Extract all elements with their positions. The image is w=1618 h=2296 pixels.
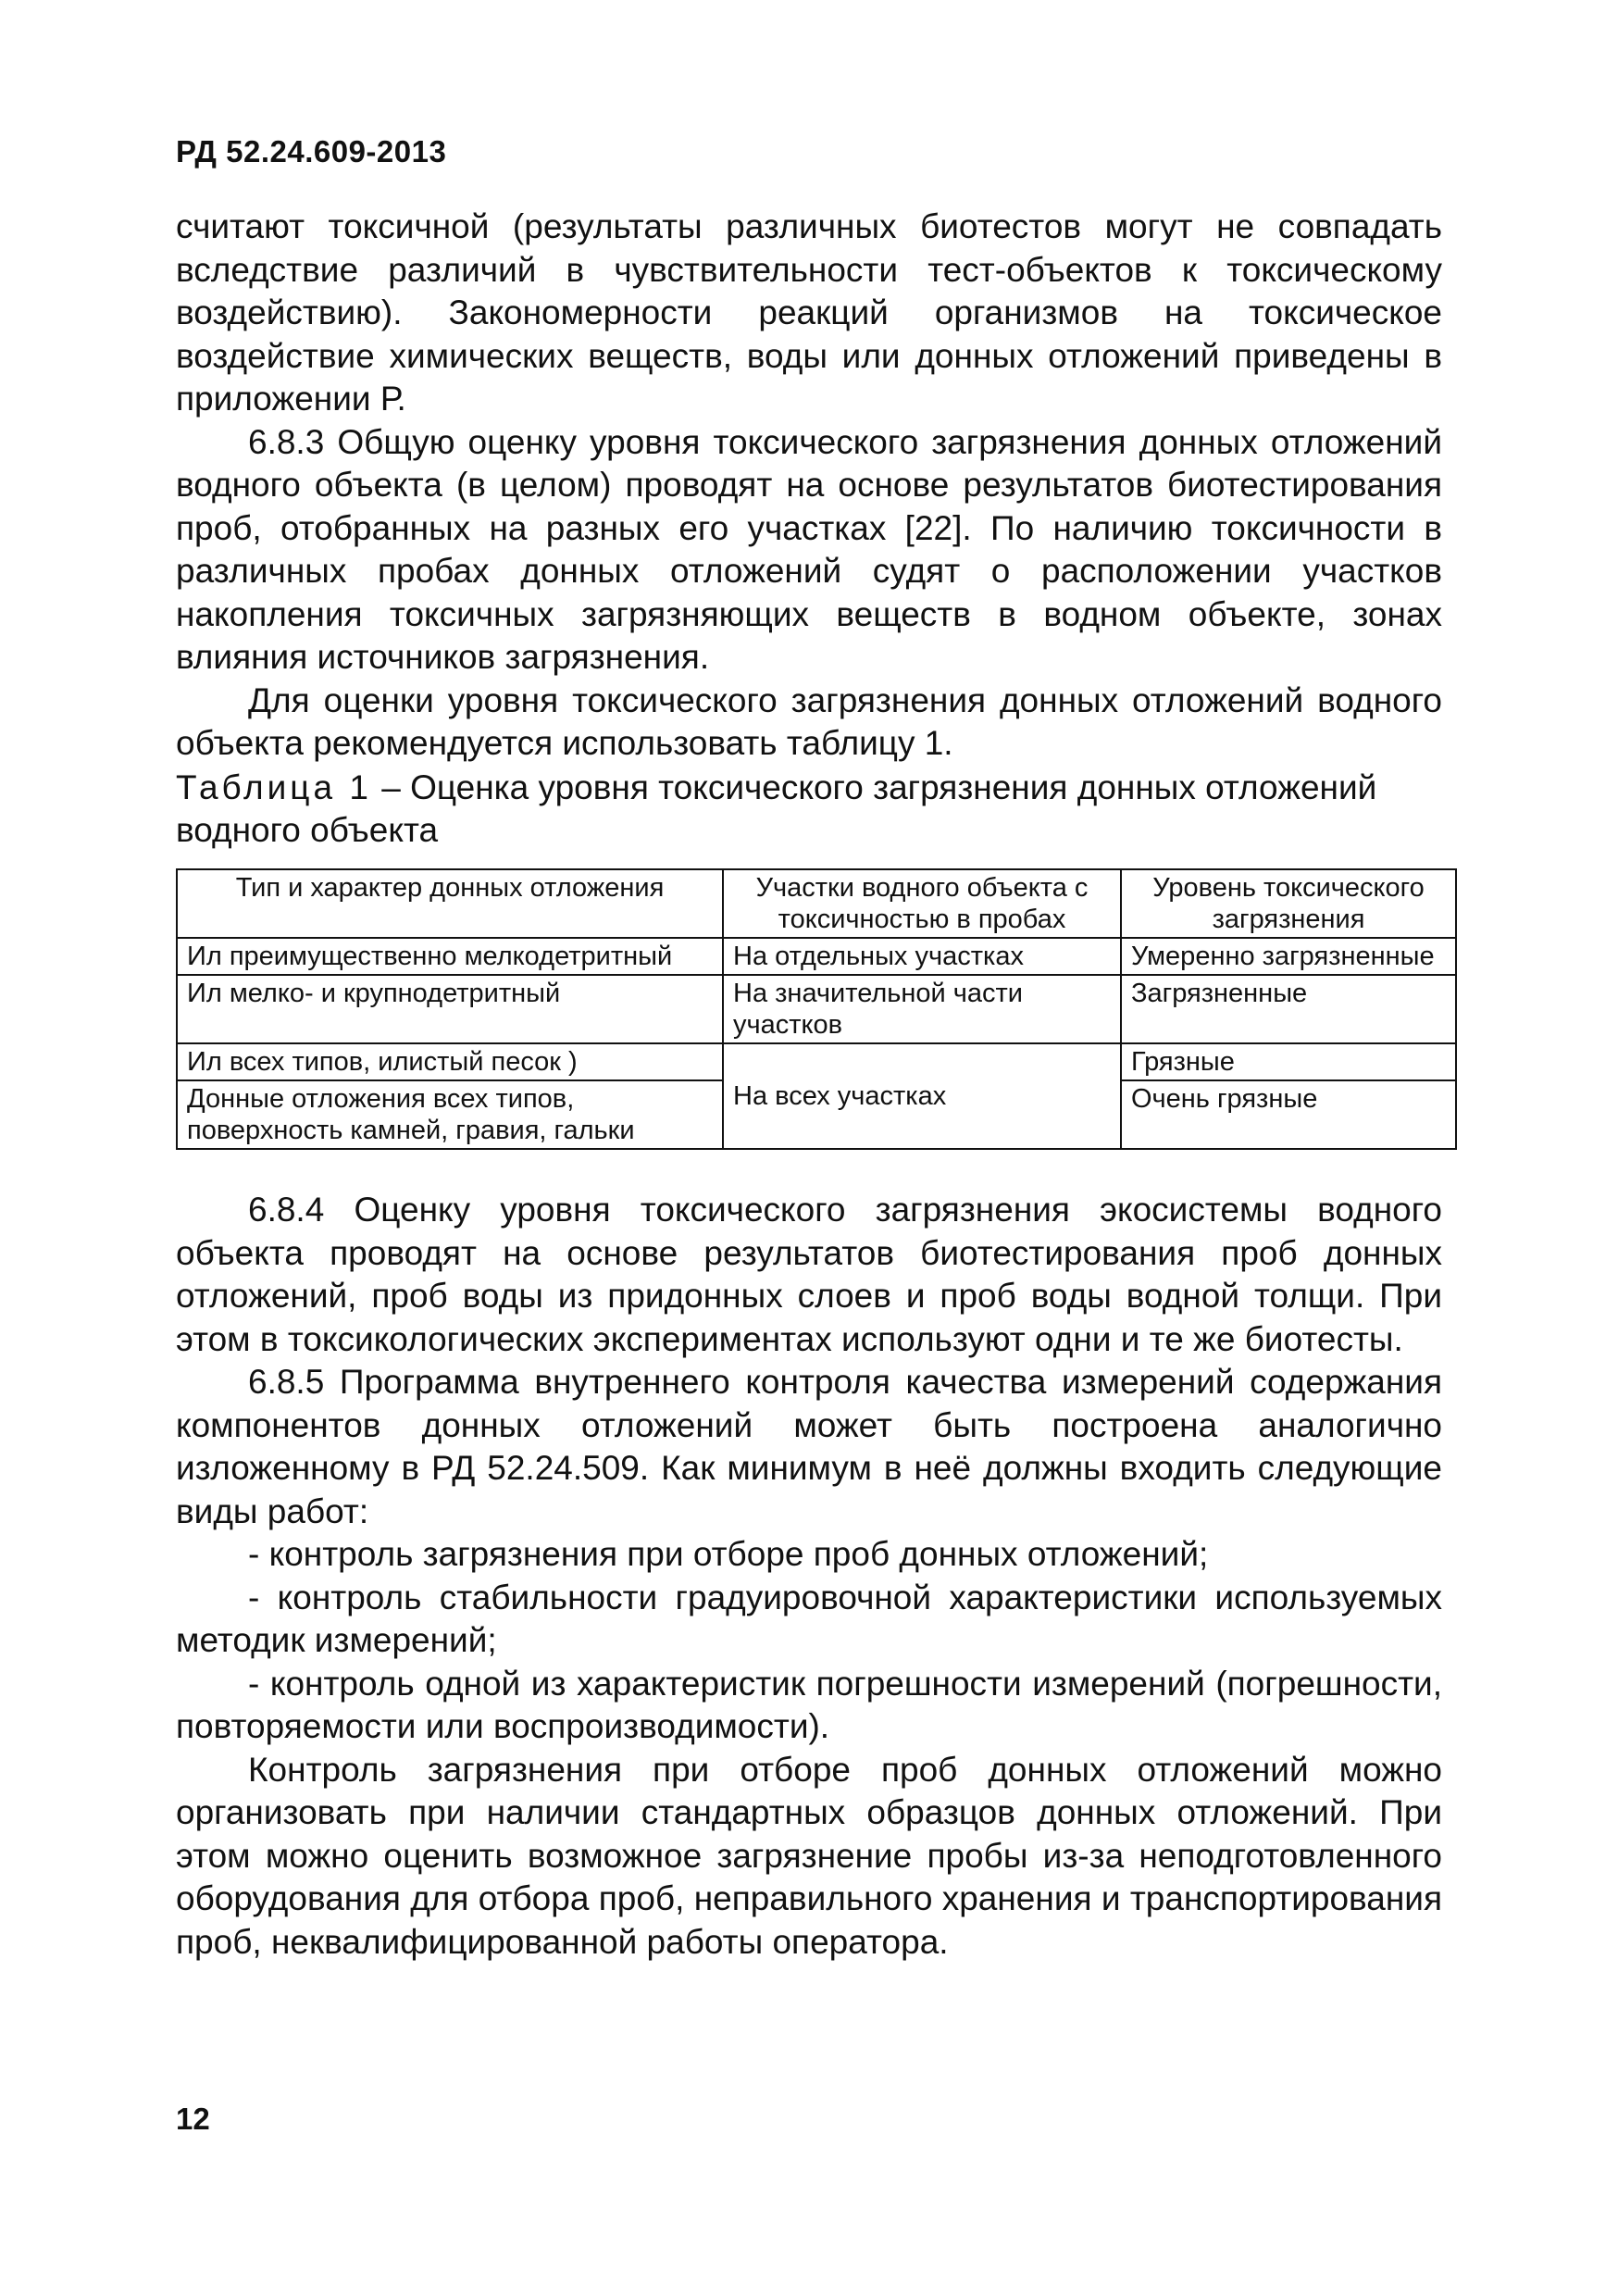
table-row [177, 1043, 1456, 1080]
paragraph-6-8-3: 6.8.3 Общую оценку уровня токсического загрязнения донных отложений водного объекта (в целом) проводят на основе результатов биотестирования проб, отобранных на разных его участках [22]. По наличию токсичности в различных пробах донных отложений судят о расположении участков накопления токсичных загрязняющих веществ в водном объекте, зонах влияния источников загрязнения. [176, 422, 1442, 676]
table-row [177, 938, 1456, 975]
column-header-type: Тип и характер донных отложения [177, 869, 723, 938]
cell-type: Донные отложения всех типов, поверхность камней, гравия, гальки [177, 1080, 723, 1149]
table-header-row [177, 869, 1456, 938]
table-container [176, 868, 1455, 1150]
table-caption-text: – Оценка уровня токсического загрязнения донных отложений водного объекта [176, 768, 1377, 849]
text-block-lower [176, 1189, 1442, 1964]
cell-type: Ил всех типов, илистый песок ) [177, 1043, 723, 1080]
cell-level: Грязные [1121, 1043, 1456, 1080]
paragraph-6-8-5: 6.8.5 Программа внутреннего контроля качества измерений содержания компонентов донных отложений может быть построена аналогично изложенному в РД 52.24.509. Как минимум в неё должны входить следующие виды работ: [176, 1363, 1442, 1530]
list-item: - контроль загрязнения при отборе проб донных отложений; [248, 1535, 1209, 1573]
paragraph-continuation: считают токсичной (результаты различных биотестов могут не совпадать вследствие различий в чувствительности тест-объектов к токсическому воздействию). Закономерности реакций организмов на токсическое воздействие химических веществ, воды или донных отложений приведены в приложении Р. [176, 207, 1442, 418]
paragraph-contamination-control: Контроль загрязнения при отборе проб донных отложений можно организовать при наличии стандартных образцов донных отложений. При этом можно оценить возможное загрязнение пробы из-за неподготовленного оборудования для отбора проб, неправильного хранения и транспортирования проб, неквалифицированной работы оператора. [176, 1750, 1442, 1961]
paragraph-table-reference: Для оценки уровня токсического загрязнения донных отложений водного объекта рекомендуется использовать таблицу 1. [176, 680, 1442, 762]
cell-sites: На отдельных участках [723, 938, 1121, 975]
cell-level: Очень грязные [1121, 1080, 1456, 1149]
table-caption-label: Таблица 1 [176, 768, 372, 806]
text-block-upper [176, 206, 1442, 766]
paragraph-6-8-4: 6.8.4 Оценку уровня токсического загрязнения экосистемы водного объекта проводят на основе результатов биотестирования проб донных отложений, проб воды из придонных слоев и проб воды водной толщи. При этом в токсикологических экспериментах используют одни и те же биотесты. [176, 1191, 1442, 1358]
cell-level: Загрязненные [1121, 975, 1456, 1043]
page-number: 12 [176, 2102, 210, 2136]
toxicity-assessment-table [176, 868, 1457, 1150]
column-header-level: Уровень токсического загрязнения [1121, 869, 1456, 938]
cell-sites: На значительной части участков [723, 975, 1121, 1043]
cell-level: Умеренно загрязненные [1121, 938, 1456, 975]
column-header-sites: Участки водного объекта с токсичностью в пробах [723, 869, 1121, 938]
cell-sites: На всех участках [723, 1043, 1121, 1149]
cell-type: Ил преимущественно мелкодетритный [177, 938, 723, 975]
table-caption [176, 767, 1442, 852]
cell-type: Ил мелко- и крупнодетритный [177, 975, 723, 1043]
document-code: РД 52.24.609-2013 [176, 134, 447, 168]
table-row [177, 975, 1456, 1043]
list-item: - контроль одной из характеристик погрешности измерений (погрешности, повторяемости или воспроизводимости). [176, 1664, 1442, 1745]
list-item: - контроль стабильности градуировочной характеристики используемых методик измерений; [176, 1578, 1442, 1659]
